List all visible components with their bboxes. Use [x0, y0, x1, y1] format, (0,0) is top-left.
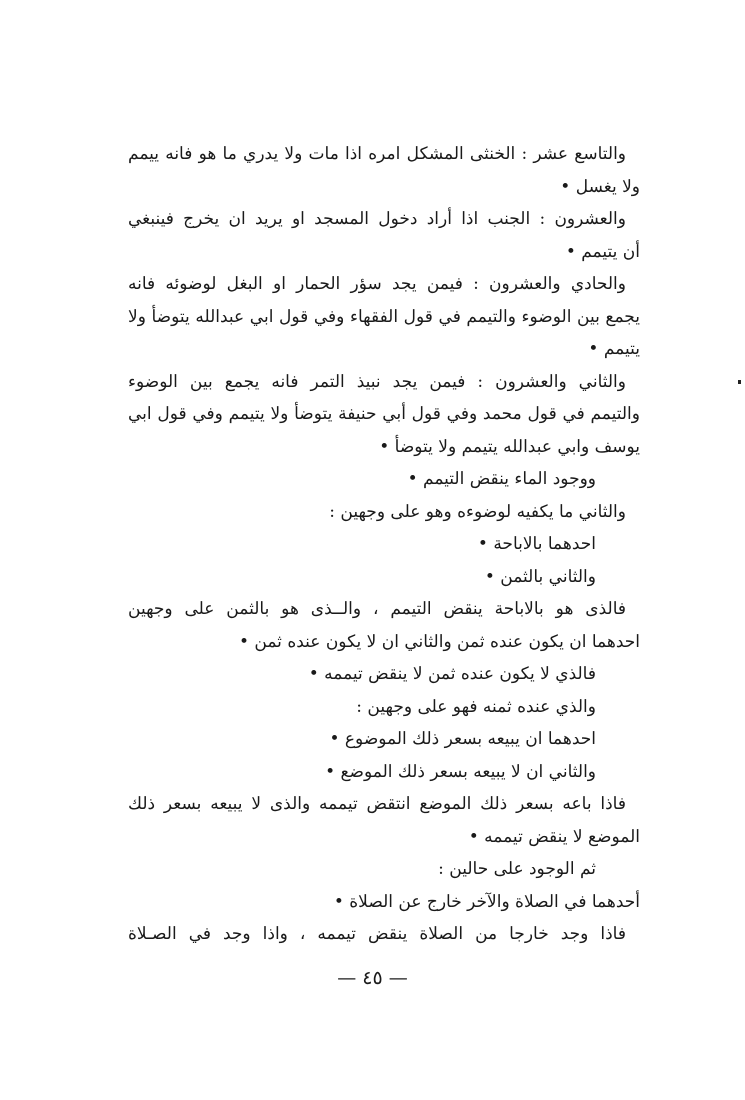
- text-line: والثاني بالثمن •: [484, 566, 596, 587]
- text-line: والتيمم في قول محمد وفي قول أبي حنيفة يتوضأ ولا يتيمم وفي قول ابي: [128, 404, 640, 424]
- text-line: احدهما بالاباحة •: [477, 534, 596, 554]
- text-line: والثاني ما يكفيه لوضوءه وهو على وجهين :: [329, 501, 626, 522]
- text-line: فاذا باعه بسعر ذلك الموضع انتقض تيممه والذى لا يبيعه بسعر ذلك: [128, 794, 626, 814]
- text-line: والتاسع عشر : الخنثى المشكل امره اذا مات ولا يدري ما هو فانه ييمم: [128, 144, 626, 164]
- text-line: فالذي لا يكون عنده ثمن لا ينقض تيممه •: [308, 664, 596, 684]
- text-line: الموضع لا ينقض تيممه •: [468, 826, 640, 847]
- text-line: يجمع بين الوضوء والتيمم في قول الفقهاء وفي قول ابي عبدالله يتوضأ ولا: [128, 306, 640, 327]
- text-line: والحادي والعشرون : فيمن يجد سؤر الحمار او البغل لوضوئه فانه: [128, 274, 626, 294]
- text-line: فالذى هو بالاباحة ينقض التيمم ، والــذى هو بالثمن على وجهين: [128, 599, 626, 619]
- text-line: احدهما ان يكون عنده ثمن والثاني ان لا يكون عنده ثمن •: [238, 631, 640, 652]
- text-line: فاذا وجد خارجا من الصلاة ينقض تيممه ، واذا وجد في الصـلاة: [128, 924, 626, 944]
- page-number: — ٤٥ —: [337, 967, 408, 989]
- text-line: يتيمم •: [588, 339, 640, 359]
- margin-mark: [738, 380, 741, 384]
- text-line: ولا يغسل •: [560, 176, 640, 197]
- text-line: أحدهما في الصلاة والآخر خارج عن الصلاة •: [333, 891, 640, 912]
- text-line: احدهما ان يبيعه بسعر ذلك الموضوع •: [329, 729, 596, 749]
- text-line: يوسف وابي عبدالله يتيمم ولا يتوضأ •: [379, 436, 640, 457]
- text-line: أن يتيمم •: [565, 241, 640, 262]
- page-body-text: [128, 138, 640, 951]
- text-line: والثاني ان لا يبيعه بسعر ذلك الموضع •: [325, 761, 596, 782]
- text-line: ووجود الماء ينقض التيمم •: [407, 469, 596, 489]
- text-line: ثم الوجود على حالين :: [438, 859, 596, 879]
- text-line: والعشرون : الجنب اذا أراد دخول المسجد او يريد ان يخرج فينبغي: [128, 209, 626, 229]
- text-line: والذي عنده ثمنه فهو على وجهين :: [356, 696, 596, 717]
- text-line: والثاني والعشرون : فيمن يجد نبيذ التمر فانه يجمع بين الوضوء: [128, 371, 626, 392]
